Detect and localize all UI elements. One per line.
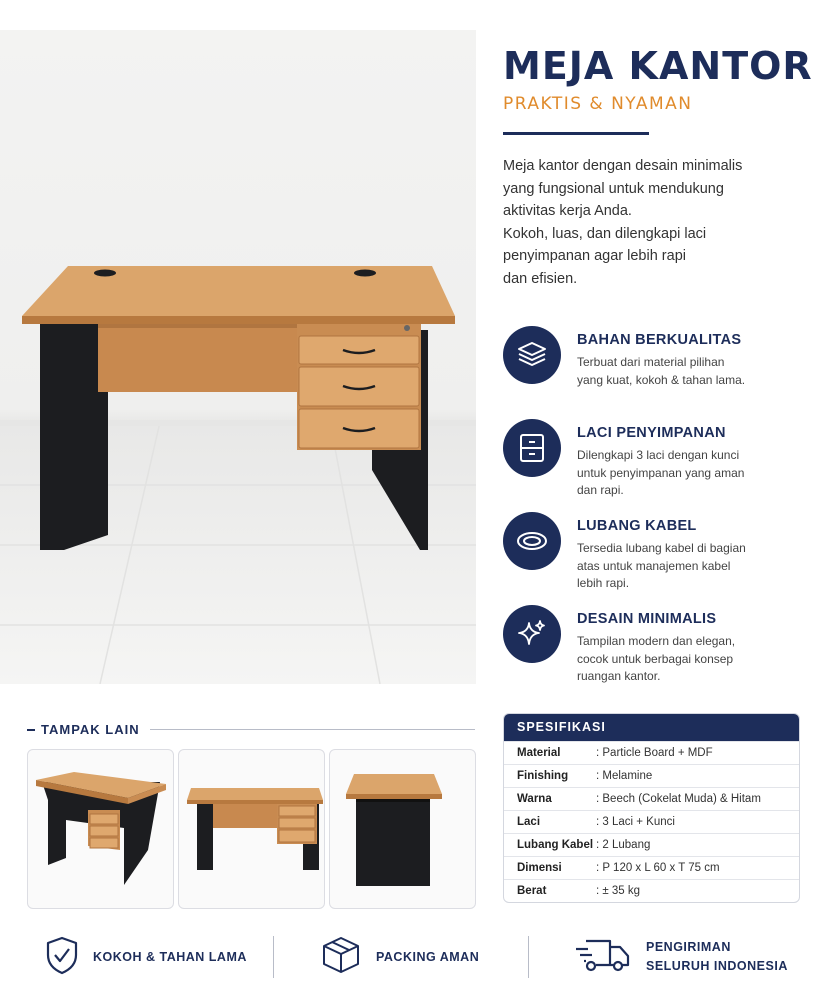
- spec-table: [503, 713, 800, 903]
- package-icon: [320, 934, 362, 981]
- feature-desc: Terbuat dari material pilihan yang kuat, kokoh & tahan lama.: [577, 355, 746, 387]
- shield-check-icon: [45, 935, 79, 980]
- feature-item-cable: [503, 512, 823, 605]
- feature-title: BAHAN BERKUALITAS: [577, 332, 742, 348]
- cable-hole-icon: [503, 512, 561, 570]
- view-thumbnail-side[interactable]: [329, 749, 476, 909]
- page-title: MEJA KANTOR: [503, 44, 813, 88]
- badge-packing: PACKING AMAN: [320, 930, 479, 984]
- table-row: Laci : 3 Laci + Kunci: [504, 810, 799, 833]
- hero-product-photo: [0, 30, 476, 684]
- feature-desc: Tersedia lubang kabel di bagian atas untuk manajemen kabel lebih rapi.: [577, 541, 746, 590]
- badge-shipping: PENGIRIMAN SELURUH INDONESIA: [574, 930, 788, 984]
- drawer-icon: [503, 419, 561, 477]
- spec-header: SPESIFIKASI: [504, 714, 799, 741]
- product-header: [503, 40, 823, 290]
- feature-title: LUBANG KABEL: [577, 518, 697, 534]
- badge-divider: [528, 936, 529, 978]
- desk-illustration: [0, 30, 476, 684]
- sparkle-icon: [503, 605, 561, 663]
- view-thumbnail-angle[interactable]: [27, 749, 174, 909]
- table-row: Lubang Kabel : 2 Lubang: [504, 833, 799, 856]
- page-subtitle: PRAKTIS & NYAMAN: [503, 94, 693, 114]
- feature-title: LACI PENYIMPANAN: [577, 425, 726, 441]
- table-row: Dimensi : P 120 x L 60 x T 75 cm: [504, 856, 799, 879]
- feature-title: DESAIN MINIMALIS: [577, 611, 717, 627]
- table-row: Material : Particle Board + MDF: [504, 741, 799, 764]
- feature-desc: Tampilan modern dan elegan, cocok untuk berbagai konsep ruangan kantor.: [577, 634, 736, 683]
- product-description: Meja kantor dengan desain minimalis yang fungsional untuk mendukung aktivitas kerja Anda. Kokoh, luas, dan dilengkapi laci penyimpanan agar lebih rapi dan efisien.: [503, 158, 743, 287]
- other-views-heading: TAMPAK LAIN: [27, 722, 475, 737]
- table-row: Berat : ± 35 kg: [504, 879, 799, 902]
- badge-durable: KOKOH & TAHAN LAMA: [45, 930, 247, 984]
- feature-item-design: [503, 605, 823, 698]
- table-row: Warna : Beech (Cokelat Muda) & Hitam: [504, 787, 799, 810]
- badge-divider: [273, 936, 274, 978]
- feature-list: [503, 326, 823, 698]
- benefit-badges: [0, 930, 840, 990]
- table-row: Finishing : Melamine: [504, 764, 799, 787]
- feature-item-material: [503, 326, 823, 419]
- layers-icon: [503, 326, 561, 384]
- other-views-gallery: [27, 749, 475, 909]
- title-divider: [503, 132, 649, 135]
- truck-icon: [574, 935, 632, 980]
- view-thumbnail-front[interactable]: [178, 749, 325, 909]
- feature-desc: Dilengkapi 3 laci dengan kunci untuk penyimpanan yang aman dan rapi.: [577, 448, 745, 497]
- feature-item-drawer: [503, 419, 823, 512]
